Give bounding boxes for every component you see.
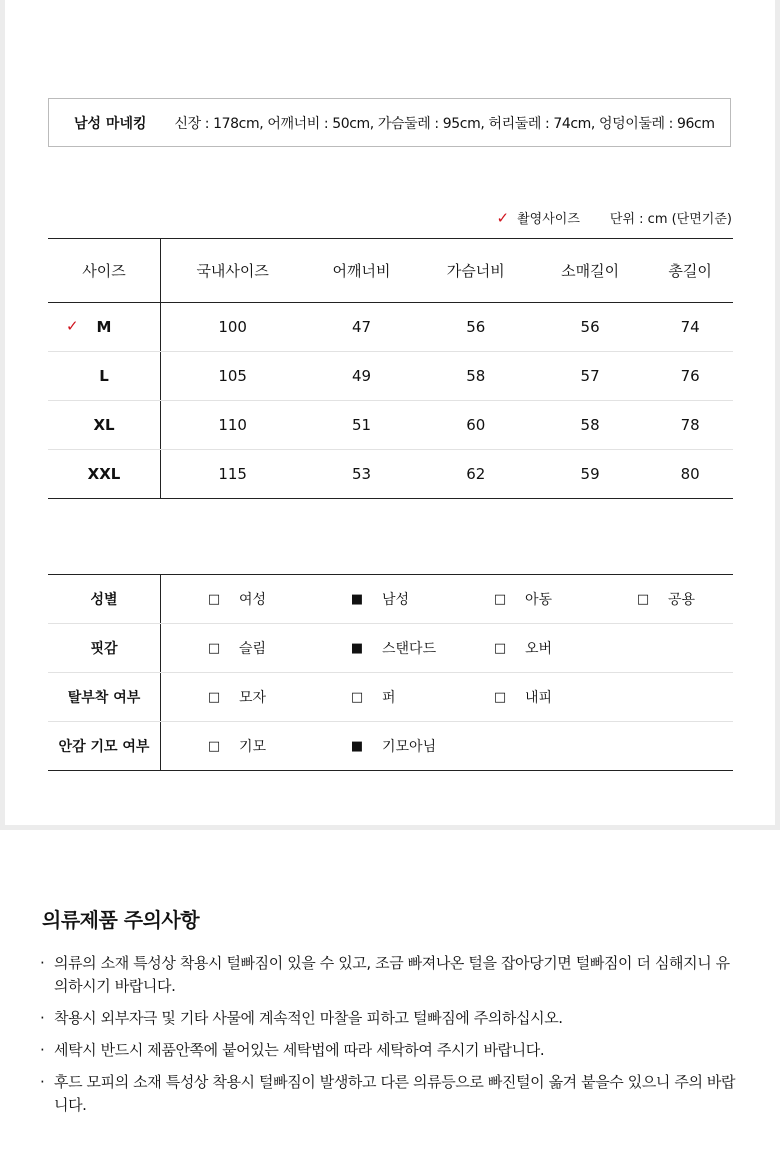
checkbox-icon: ■ <box>350 640 364 656</box>
list-item <box>40 1071 740 1117</box>
option-label: 모자 <box>239 690 267 706</box>
option-label: 기모 <box>239 739 267 755</box>
option-label: 공용 <box>668 592 696 608</box>
checkbox-icon: □ <box>207 591 221 607</box>
option-label: 내피 <box>525 690 553 706</box>
checkbox-icon: □ <box>493 640 507 656</box>
list-item <box>40 1039 740 1062</box>
size-label: L <box>99 367 109 385</box>
table-cell: 56 <box>419 303 533 352</box>
attribute-row-lining <box>48 722 733 771</box>
mannequin-stats: 신장 : 178cm, 어깨너비 : 50cm, 가슴둘레 : 95cm, 허리둘레 : 74cm, 엉덩이둘레 : 96cm <box>174 115 715 132</box>
table-cell: 100 <box>161 303 305 352</box>
table-cell: 59 <box>533 450 647 499</box>
option-label: 여성 <box>239 592 267 608</box>
table-cell: 58 <box>419 352 533 401</box>
option-label: 아동 <box>525 592 553 608</box>
list-item <box>40 952 740 998</box>
care-text: 의류의 소재 특성상 착용시 털빠짐이 있을 수 있고, 조금 빠져나온 털을 잡아당기면 털빠짐이 더 심해지니 유의하시기 바랍니다. <box>54 954 730 995</box>
table-cell: 56 <box>533 303 647 352</box>
table-cell: 78 <box>647 401 733 450</box>
attribute-label: 핏감 <box>48 624 161 673</box>
check-icon: ✓ <box>496 208 510 227</box>
table-cell: 76 <box>647 352 733 401</box>
table-cell: 62 <box>419 450 533 499</box>
size-label: XL <box>93 416 115 434</box>
checkbox-icon: □ <box>207 640 221 656</box>
bullet-icon: · <box>40 1073 45 1091</box>
header-length: 총길이 <box>647 239 733 303</box>
attribute-label: 안감 기모 여부 <box>48 722 161 771</box>
option-label: 스탠다드 <box>382 641 437 657</box>
size-table <box>48 238 733 499</box>
care-text: 착용시 외부자극 및 기타 사물에 계속적인 마찰을 피하고 털빠짐에 주의하십시오. <box>54 1009 563 1027</box>
header-shoulder: 어깨너비 <box>304 239 418 303</box>
option-label: 남성 <box>382 592 410 608</box>
care-text: 세탁시 반드시 제품안쪽에 붙어있는 세탁법에 따라 세탁하여 주시기 바랍니다. <box>54 1041 545 1059</box>
checkbox-icon: ■ <box>350 738 364 754</box>
attribute-row-gender <box>48 575 733 624</box>
checkbox-icon: □ <box>207 738 221 754</box>
checkbox-icon: □ <box>636 591 650 607</box>
size-cell <box>48 450 161 499</box>
checkbox-icon: □ <box>207 689 221 705</box>
size-cell <box>48 352 161 401</box>
mannequin-title: 남성 마네킹 <box>74 115 147 132</box>
attribute-row-fit <box>48 624 733 673</box>
header-sleeve: 소매길이 <box>533 239 647 303</box>
size-label: M <box>96 318 112 336</box>
care-text: 후드 모피의 소재 특성상 착용시 털빠짐이 발생하고 다른 의류등으로 빠진털이 옮겨 붙을수 있으니 주의 바랍니다. <box>54 1073 736 1114</box>
table-cell: 110 <box>161 401 305 450</box>
mannequin-info-box <box>48 98 731 147</box>
size-cell <box>48 303 161 352</box>
checkbox-icon: ■ <box>350 591 364 607</box>
option-label: 오버 <box>525 641 553 657</box>
attribute-label: 탈부착 여부 <box>48 673 161 722</box>
table-cell: 60 <box>419 401 533 450</box>
header-chest: 가슴너비 <box>419 239 533 303</box>
photo-size-label: 촬영사이즈 <box>517 212 580 227</box>
care-notice-list <box>40 952 740 1126</box>
option-label: 퍼 <box>382 690 396 706</box>
table-cell: 47 <box>304 303 418 352</box>
table-cell: 80 <box>647 450 733 499</box>
header-kr-size: 국내사이즈 <box>161 239 305 303</box>
bullet-icon: · <box>40 954 45 972</box>
table-row <box>48 303 733 352</box>
bullet-icon: · <box>40 1009 45 1027</box>
table-cell: 49 <box>304 352 418 401</box>
checkbox-icon: □ <box>350 689 364 705</box>
size-cell <box>48 401 161 450</box>
unit-label: 단위 : cm (단면기준) <box>609 212 732 227</box>
header-size: 사이즈 <box>48 239 161 303</box>
table-cell: 105 <box>161 352 305 401</box>
size-label: XXL <box>87 465 121 483</box>
table-cell: 57 <box>533 352 647 401</box>
check-icon: ✓ <box>66 317 79 335</box>
bullet-icon: · <box>40 1041 45 1059</box>
table-cell: 53 <box>304 450 418 499</box>
table-row <box>48 401 733 450</box>
table-row <box>48 450 733 499</box>
size-legend <box>497 208 732 227</box>
checkbox-icon: □ <box>493 591 507 607</box>
table-cell: 51 <box>304 401 418 450</box>
table-cell: 115 <box>161 450 305 499</box>
care-notice-title: 의류제품 주의사항 <box>42 908 200 932</box>
table-cell: 58 <box>533 401 647 450</box>
option-label: 기모아님 <box>382 739 437 755</box>
checkbox-icon: □ <box>493 689 507 705</box>
option-label: 슬림 <box>239 641 267 657</box>
attribute-label: 성별 <box>48 575 161 624</box>
product-attribute-table <box>48 574 733 771</box>
table-row <box>48 352 733 401</box>
table-cell: 74 <box>647 303 733 352</box>
attribute-row-detachable <box>48 673 733 722</box>
list-item <box>40 1007 740 1030</box>
size-table-header <box>48 239 733 303</box>
